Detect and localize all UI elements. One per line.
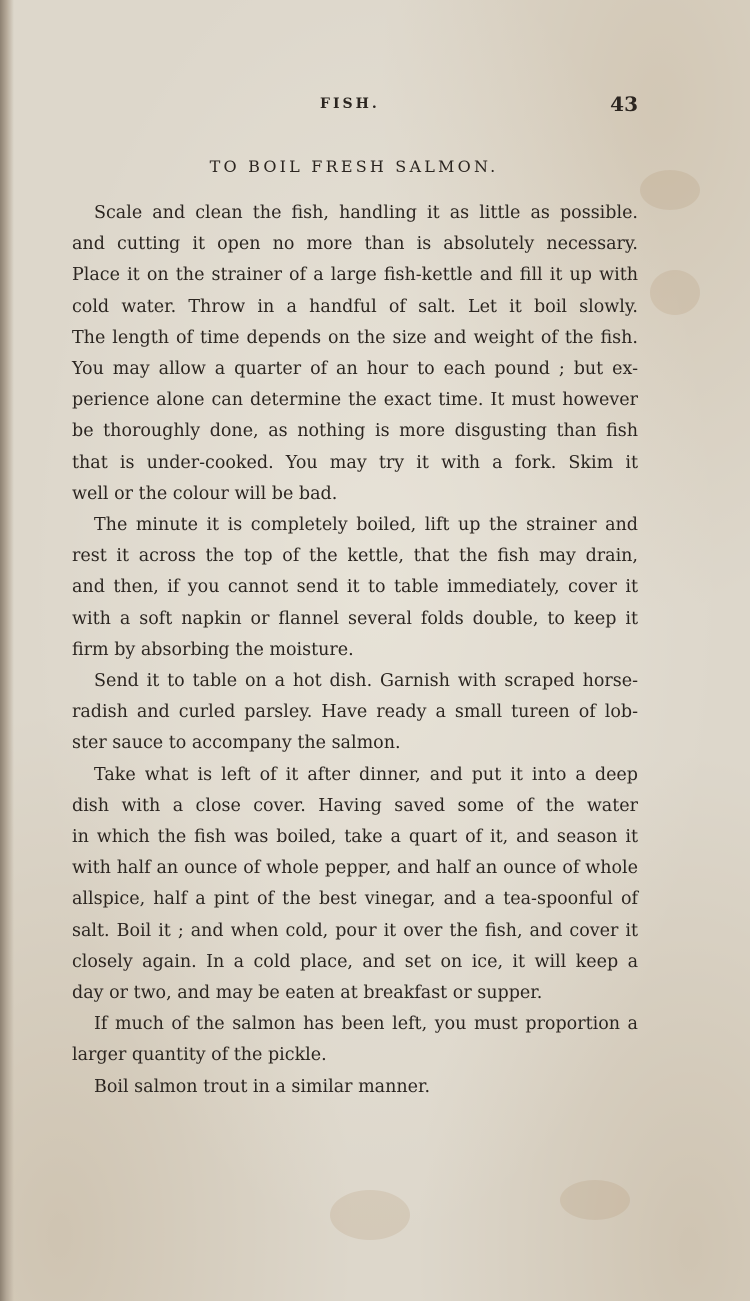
text-line: day or two, and may be eaten at breakfast or supper. <box>72 983 543 1004</box>
text-line: allspice, half a pint of the best vinegar, and a tea-spoonful of <box>72 889 638 910</box>
text-line: dish with a close cover. Having saved some of the water <box>72 795 638 816</box>
text-line: You may allow a quarter of an hour to each pound ; but ex- <box>72 359 638 380</box>
paper-stain <box>640 170 700 210</box>
paragraph <box>72 1072 638 1103</box>
text-line: perience alone can determine the exact time. It must however <box>72 390 638 411</box>
paper-stain <box>650 270 700 315</box>
text-line: that is under-cooked. You may try it with a fork. Skim it <box>72 452 638 473</box>
text-line: cold water. Throw in a handful of salt. Let it boil slowly. <box>72 296 638 317</box>
paragraph <box>72 510 638 666</box>
page-spine-shadow <box>0 0 14 1301</box>
text-line: Take what is left of it after dinner, and put it into a deep <box>94 764 638 785</box>
text-line: ster sauce to accompany the salmon. <box>72 733 401 754</box>
paragraph <box>72 198 638 510</box>
paper-stain <box>330 1190 410 1240</box>
text-line: in which the fish was boiled, take a quart of it, and season it <box>72 827 638 848</box>
paragraph <box>72 1009 638 1071</box>
text-line: and then, if you cannot send it to table immediately, cover it <box>72 577 638 598</box>
text-line: larger quantity of the pickle. <box>72 1045 327 1066</box>
page-number: 43 <box>610 92 638 116</box>
text-line: with half an ounce of whole pepper, and half an ounce of whole <box>72 858 638 879</box>
text-line: with a soft napkin or flannel several folds double, to keep it <box>72 608 638 629</box>
text-line: The length of time depends on the size and weight of the fish. <box>72 327 638 348</box>
text-line: firm by absorbing the moisture. <box>72 639 354 660</box>
recipe-title: TO BOIL FRESH SALMON. <box>209 157 499 176</box>
text-line: closely again. In a cold place, and set on ice, it will keep a <box>72 951 638 972</box>
text-line: and cutting it open no more than is absolutely necessary. <box>72 234 638 255</box>
text-line: Boil salmon trout in a similar manner. <box>94 1076 431 1097</box>
paper-stain <box>560 1180 630 1220</box>
text-line: well or the colour will be bad. <box>72 483 338 504</box>
text-line: radish and curled parsley. Have ready a small tureen of lob- <box>72 702 638 723</box>
text-line: rest it across the top of the kettle, that the fish may drain, <box>72 546 638 567</box>
running-head: FISH. <box>320 96 380 112</box>
paragraph <box>72 666 638 760</box>
recipe-body <box>72 198 638 1103</box>
text-line: Place it on the strainer of a large fish-kettle and fill it up with <box>72 265 638 286</box>
text-line: Scale and clean the fish, handling it as little as possible. <box>94 203 638 223</box>
text-line: Send it to table on a hot dish. Garnish with scraped horse- <box>94 671 638 692</box>
text-line: The minute it is completely boiled, lift up the strainer and <box>94 515 638 536</box>
text-line: be thoroughly done, as nothing is more disgusting than fish <box>72 421 638 442</box>
page-header <box>70 94 638 120</box>
text-line: If much of the salmon has been left, you must proportion a <box>94 1014 638 1035</box>
text-line: salt. Boil it ; and when cold, pour it over the fish, and cover it <box>72 920 638 941</box>
paragraph <box>72 760 638 1010</box>
